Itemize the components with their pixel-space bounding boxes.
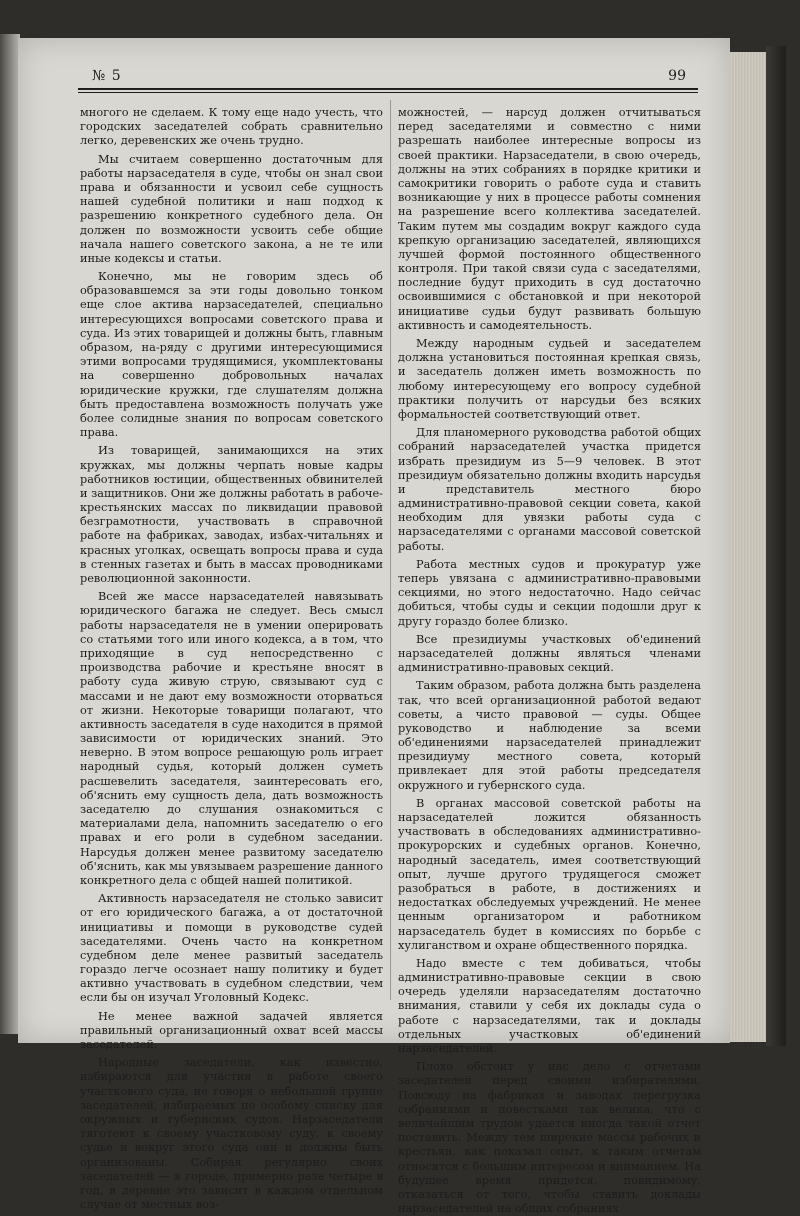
page-header — [78, 64, 698, 86]
page-number: 99 — [668, 68, 686, 84]
paragraph: Конечно, мы не говорим здесь об образовавшемся за эти годы довольно тонком еще слое актива нарзаседателей, специально интересующихся вопросами советского права и суда. Из этих товарищей и должны быть, главным образом, на-ряду с другими интересующимися этими вопросами трудящимися, укомплектованы на совершенно добровольных началах юридические кружки, где слушателям должна быть предоставлена возможность получать уже более солидные знания по вопросам советского права. — [80, 270, 383, 440]
paragraph: Таким образом, работа должна быть разделена так, что всей организационной работой ведают советы, а чисто правовой — суды. Общее руководство и наблюдение за всеми об'единениями нарзаседателей принадлежит президиуму местного совета, который привлекает для этой работы председателя окружного и губернского суда. — [398, 679, 701, 792]
header-rule-thin — [78, 92, 698, 93]
paragraph: многого не сделаем. К тому еще надо учесть, что городских заседателей собрать сравнительно легко, деревенских же очень трудно. — [80, 106, 383, 148]
paragraph: Все президиумы участковых об'единений нарзаседателей должны являться членами административно-правовых секций. — [398, 632, 701, 675]
header-rule-thick — [78, 88, 698, 90]
paragraph: Всей же массе нарзаседателей навязывать юридического багажа не следует. Весь смысл работы нарзаседателя не в умении оперировать со статьями того или иного кодекса, а в том, что приходящие в суд непосредственно с производства рабочие и крестьяне вносят в работу суда живую струю, связывают суд с массами и не дают ему возможности оторваться от жизни. Некоторые товарищи полагают, что активность заседателя в суде находится в прямой зависимости от юридических знаний. Это неверно. В этом вопросе решающую роль играет народный судья, который должен суметь расшевелить заседателя, заинтересовать его, об'яснить ему сущность дела, дать возможность заседателю до слушания ознакомиться с материалами дела, напомнить заседателю о его правах и его роли в судебном заседании. Нарсудья должен менее развитому заседателю об'яснить, как мы увязываем разрешение данного конкретного дела с общей нашей политикой. — [80, 590, 383, 887]
issue-number: № 5 — [92, 68, 122, 84]
right-column — [398, 106, 701, 1216]
left-column — [80, 106, 383, 1212]
paragraph: Надо вместе с тем добиваться, чтобы административно-правовые секции в свою очередь уделяли нарзаседателям достаточно внимания, ставили у себя их доклады суда о работе с нарзаседателями, так и доклады отдельных участковых об'единений нарзаседателей. — [398, 956, 701, 1055]
column-divider — [390, 100, 391, 1000]
book-page-edges — [728, 52, 771, 1042]
paragraph: Плохо обстоит у нас дело с отчетами заседателей перед своими избирателями. Повсюду на фабриках и заводах перегрузка собраниями и повестками так велика, что с величайшим трудом удается иногда такой отчет поставить. Между тем широкие массы рабочих и крестьян, как показал опыт, к таким отчетам относятся с большим интересом и вниманием. На будущее время придется, повидимому, отказаться от того, чтобы ставить доклады нарзаседателей на общих собраниях — [398, 1060, 701, 1216]
paragraph: Активность нарзаседателя не столько зависит от его юридического багажа, а от достаточной инициативы и помощи в руководстве судей заседателями. Очень часто на конкретном судебном деле менее развитый заседатель гораздо легче осознает нашу политику и будет активно участвовать в судебном следствии, чем если бы он изучал Уголовный Кодекс. — [80, 892, 383, 1005]
book-left-edge — [0, 34, 20, 1034]
book-cover-edge — [766, 46, 786, 1046]
paragraph: Не менее важной задачей является правильный организационный охват всей массы заседателей. — [80, 1009, 383, 1051]
paragraph: Мы считаем совершенно достаточным для работы нарзаседателя в суде, чтобы он знал свои права и обязанности и усвоил себе сущность нашей судебной политики и наш подход к разрешению конкретного судебного дела. Он должен по возможности усвоить себе общие начала нашего советского закона, а не те или иные кодексы и статьи. — [80, 152, 383, 265]
paragraph: Для планомерного руководства работой общих собраний нарзаседателей участка придется избрать президиум из 5—9 человек. В этот президиум обязательно должны входить нарсудья и представитель местного бюро административно-правовой секции совета, какой необходим для увязки работы суда с нарзаседателями с органами массовой советской работы. — [398, 426, 701, 553]
paragraph: Работа местных судов и прокуратур уже теперь увязана с административно-правовыми секциями, но этого недостаточно. Надо сейчас добиться, чтобы суды и секции подошли друг к другу гораздо более близко. — [398, 557, 701, 628]
paragraph: Между народным судьей и заседателем должна установиться постоянная крепкая связь, и заседатель должен иметь возможность по любому интересующему его вопросу судебной практики получить от нарсудьи без всяких формальностей соответствующий ответ. — [398, 337, 701, 421]
paragraph: В органах массовой советской работы на нарзаседателей ложится обязанность участвовать в обследованиях административно-прокурорских и судебных органов. Конечно, народный заседатель, имея соответствующий опыт, лучше другого трудящегося сможет разобраться в работе, в достижениях и недостатках обследуемых учреждений. Не менее ценным организатором и работником нарзаседатель будет в комиссиях по борьбе с хулиганством и охране общественного порядка. — [398, 796, 701, 952]
paragraph: можностей, — нарсуд должен отчитываться перед заседателями и совместно с ними разрешать наиболее интересные вопросы из своей практики. Нарзаседатели, в свою очередь, должны на этих собраниях в порядке критики и самокритики говорить о работе суда и ставить возникающие у них в процессе работы сомнения на разрешение всего коллектива заседателей. Таким путем мы создадим вокруг каждого суда крепкую организацию заседателей, являющихся лучшей формой постоянного общественного контроля. При такой связи суда с заседателями, последние будут приходить в суд достаточно освоившимися с обстановкой и при некоторой инициативе судьи будут развивать большую активность и самодеятельность. — [398, 106, 701, 332]
paragraph: Из товарищей, занимающихся на этих кружках, мы должны черпать новые кадры работников юстиции, общественных обвинителей и защитников. Они же должны работать в рабоче-крестьянских массах по ликвидации правовой безграмотности, участвовать в справочной работе на фабриках, заводах, избах-читальнях и красных уголках, освещать вопросы права и суда в стенных газетах и быть в массах проводниками революционной законности. — [80, 444, 383, 585]
paragraph: Народные заседатели, как известно, избираются для участия в работе своего участкового суда, не говоря о небольшой группе заседателей, избираемых по особому списку для окружных и губернских судов. Нарзаседатели тяготеют к своему участковому суду, к своему судье и вокруг этого суда они и должны быть организованы. Собирая регулярно своих заседателей — в городе, примерно раза четыре в год, в деревне это зависит в каждом отдельном случае от местных воз- — [80, 1056, 383, 1212]
